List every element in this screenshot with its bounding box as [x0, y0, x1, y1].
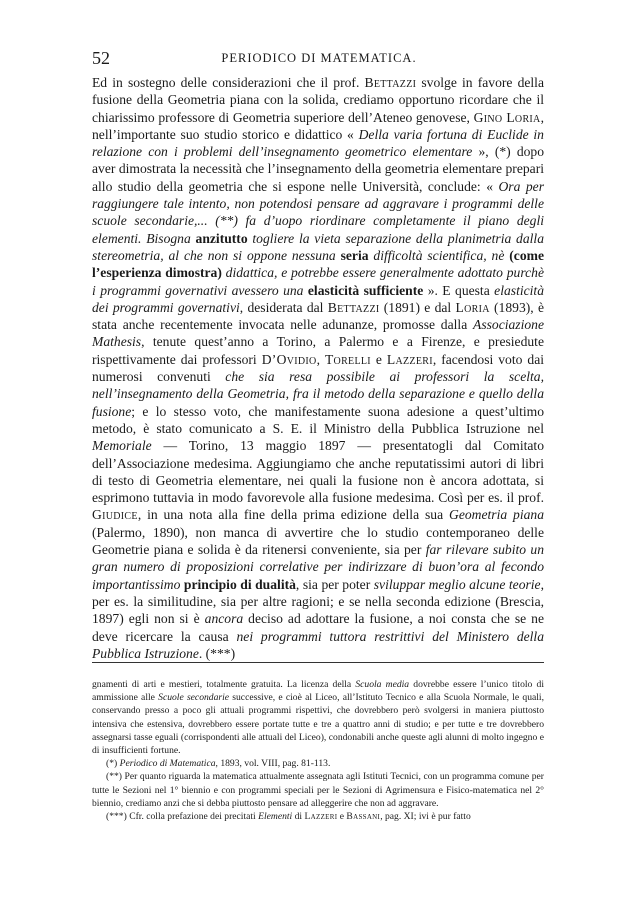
footnotes	[92, 678, 544, 823]
page-header	[92, 48, 546, 70]
author-name: D’Ovidio	[261, 351, 317, 367]
author-name: Torelli	[324, 351, 371, 367]
author-name: Giudice	[92, 507, 138, 523]
running-head: PERIODICO DI MATEMATICA.	[221, 51, 417, 65]
footnote-1: (*) Periodico di Matematica, 1893, vol. VIII, pag. 81-113.	[106, 758, 331, 770]
author-name: Bettazzi	[327, 299, 380, 315]
main-text	[92, 74, 544, 662]
page-number: 52	[92, 48, 110, 68]
author-name: Gino Loria	[473, 109, 541, 125]
author-name: Lazzeri	[386, 351, 433, 367]
footnote-2: (**) Per quanto riguarda la matematica attualmente assegnata agli Istituti Tecnici, con un programma comune per tutte le Sezioni nel 1° biennio e con programmi speciali per le Sezioni di Agrimensura e Fisico-matematica nel 2° biennio, crediamo anzi che si debba piuttosto pensare ad alleggerire che non ad aggravare.	[92, 771, 544, 809]
paragraph: Ed in sostegno delle considerazioni che il prof. Bettazzi svolge in favore della fusione della Geometria piana con la solida, crediamo opportuno ricordare che il chiarissimo professore di Geometria superiore dell’Ateneo genovese, Gino Loria, nell’importante suo studio storico e didattico « Della varia fortuna di Euclide in relazione con i problemi dell’insegnamento geometrico elementare », (*) dopo aver dimostrata la necessità che l’insegnamento della geometria elementare prepari allo studio della geometria che si espone nelle Università, conclude: « Ora per raggiungere tale intento, non potendosi pensare ad aggravare i programmi delle scuole secondarie,... (**) fa d’uopo riordinare completamente il piano degli elementi. Bisogna anzitutto togliere la vieta separazione della planimetria dalla stereometria, al che non si oppone nessuna seria difficoltà scientifica, nè (come l’esperienza dimostra) didattica, e potrebbe essere generalmente adottato purchè i programmi governativi avessero una elasticità sufficiente ». E questa elasticità dei programmi governativi, desiderata dal Bettazzi (1891) e dal Loria (1893), è stata anche recentemente invocata nelle adunanze, promosse dalla Associazione Mathesis, tenute quest’anno a Torino, a Palermo e a Firenze, e presiedute rispettivamente dai professori D’Ovidio, Torelli e Lazzeri, facendosi voto dai numerosi convenuti che sia resa possibile ai professori la scelta, nell’insegnamento della Geometria, fra il metodo della separazione e quello della fusione; e lo stesso voto, che manifestamente suona adesione a quest’ultimo metodo, è stato comunicato a S. E. il Ministro della Pubblica Istruzione nel Memoriale — Torino, 13 maggio 1897 — presentatogli dal Comitato dell’Associazione medesima. Aggiungiamo che anche reputatissimi autori di libri di testo di Geometria elementare, nei quali la fusione non è ancora adottata, si esprimono tuttavia in modo favorevole alla fusione medesima. Così per es. il prof. Giudice, in una nota alla fine della prima edizione della sua Geometria piana (Palermo, 1890), non manca di avvertire che lo studio contemporaneo delle Geometrie piana e solida è da ritenersi conveniente, sia per far rilevare subito un gran numero di proposizioni correlative per indirizzare di buon’ora al fecondo importantissimo principio di dualità, sia per poter sviluppar meglio alcune teorie, per es. la similitudine, sia per altre ragioni; e se nella seconda edizione (Brescia, 1897) egli non si è ancora deciso ad adottare la fusione, a noi consta che se ne deve ricercare la causa nei programmi tuttora restrittivi del Ministero della Pubblica Istruzione. (***)	[92, 75, 545, 661]
quotation: Ora per raggiungere tale intento, non potendosi pensare ad aggravare i programmi delle scuole secondarie,... (**) fa d’uopo riordinare completamente il piano degli elementi. Bisogna	[92, 178, 544, 246]
footnote-3: (***) Cfr. colla prefazione dei precitati Elementi di Lazzeri e Bassani, pag. XI; ivi è pur fatto	[106, 811, 471, 823]
footnote-continuation: gnamenti di arti e mestieri, totalmente gratuita. La licenza della Scuola media dovrebbe essere l’unico titolo di ammissione alle Scuole secondarie successive, e cioè al Liceo, all’Istituto Tecnico e alla Scuola Normale, le quali, conservando presso a poco gli attuali programmi rispettivi, che dovrebbero però svolgersi in maniera piuttosto intensiva che estensiva, dovrebbero essere portate tutte e tre a quattro anni di studio; e per tutte e tre dovrebbero assegnarsi tasse eguali (corrispondenti alle attuali del Liceo), condonabili anche queste agli alunni di molto ingegno e di insufficienti fortune.	[92, 679, 544, 757]
author-name: Bettazzi	[364, 75, 417, 90]
author-name: Loria	[455, 299, 490, 315]
footnote-divider	[92, 662, 544, 663]
work-title: Della varia fortuna di Euclide in relazione con i problemi dell’insegnamento geometrico elementare	[92, 126, 544, 160]
